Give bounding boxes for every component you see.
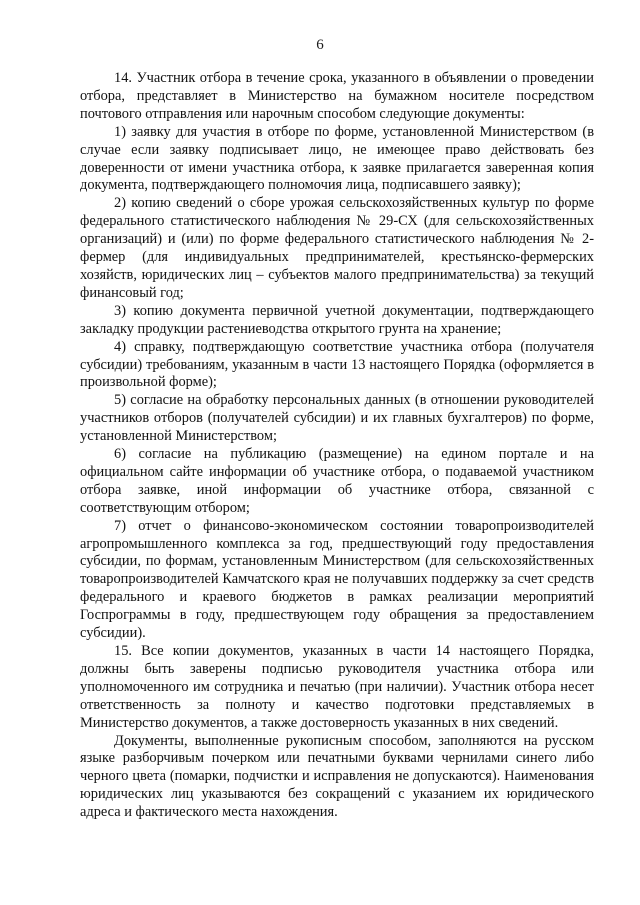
paragraph-item-14: 14. Участник отбора в течение срока, указанного в объявлении о проведении отбора, представляет в Министерство на бумажном носителе посредством почтового отправления или нарочным способом следующие документы:	[80, 70, 594, 122]
paragraph-subitem-2: 2) копию сведений о сборе урожая сельскохозяйственных культур по форме федерального статистического наблюдения № 29-СХ (для сельскохозяйственных организаций) и (или) по форме федерального статистического наблюдения № 2-фермер (для индивидуальных предпринимателей, крестьянско-фермерских хозяйств, юридических лиц – субъектов малого предпринимательства) за текущий финансовый год;	[80, 195, 594, 301]
page-number: 6	[316, 37, 324, 53]
paragraph-subitem-5: 5) согласие на обработку персональных данных (в отношении руководителей участников отборов (получателей субсидии) и их главных бухгалтеров) по форме, установленной Министерством;	[80, 392, 594, 445]
paragraph-subitem-1: 1) заявку для участия в отборе по форме, установленной Министерством (в случае если заявку подписывает лицо, не имеющее право действовать без доверенности от имени участника отбора, к заявке прилагается заверенная копия документа, подтверждающего полномочия лица, подписавшего заявку);	[80, 123, 594, 194]
paragraph-subitem-4: 4) справку, подтверждающую соответствие участника отбора (получателя субсидии) требованиям, указанным в части 13 настоящего Порядка (оформляется в произвольной форме);	[80, 338, 594, 391]
paragraph-handwritten-rules: Документы, выполненные рукописным способом, заполняются на русском языке разборчивым почерком или печатными буквами чернилами синего либо черного цвета (помарки, подчистки и исправления не допускаются). Наименования юридических лиц указываются без сокращений с указанием их юридического адреса и фактического места нахождения.	[80, 732, 594, 821]
paragraph-item-15: 15. Все копии документов, указанных в части 14 настоящего Порядка, должны быть заверены подписью руководителя участника отбора или уполномоченного им сотрудника и печатью (при наличии). Участник отбора несет ответственность за полноту и качество подготовки представляемых в Министерство документов, а также достоверность указанных в них сведений.	[80, 643, 594, 731]
document-body	[80, 70, 594, 822]
paragraph-subitem-6: 6) согласие на публикацию (размещение) на едином портале и на официальном сайте информации об участнике отбора, о подаваемой участником отбора заявке, иной информации об участнике отбора, связанной с соответствующим отбором;	[80, 446, 594, 516]
paragraph-subitem-7: 7) отчет о финансово-экономическом состоянии товаропроизводителей агропромышленного комплекса за год, предшествующий году предоставления субсидии, по формам, установленным Министерством (для сельскохозяйственных товаропроизводителей Камчатского края не получавших поддержку за счет средств федерального и краевого бюджетов в рамках реализации мероприятий Госпрограммы в году, предшествующем году обращения за предоставлением субсидии).	[80, 517, 594, 642]
paragraph-subitem-3: 3) копию документа первичной учетной документации, подтверждающего закладку продукции растениеводства открытого грунта на хранение;	[80, 302, 594, 337]
